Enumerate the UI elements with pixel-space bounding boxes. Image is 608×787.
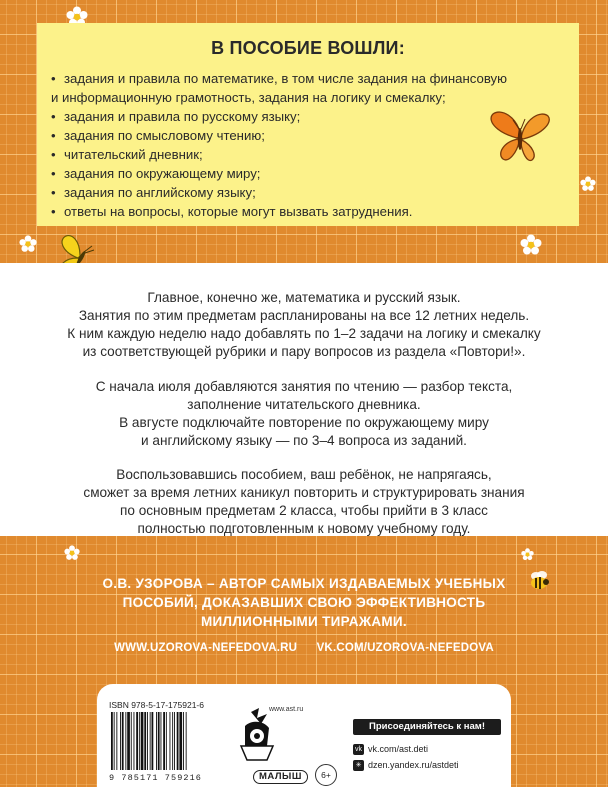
paragraph-line: заполнение читательского дневника. — [187, 397, 421, 412]
social-link-vk[interactable] — [353, 744, 428, 755]
paragraph-line: сможет за время летних каникул повторить и структурировать знания — [83, 485, 525, 500]
author-line: О.В. УЗОРОВА – АВТОР САМЫХ ИЗДАВАЕМЫХ УЧЕБНЫХ — [102, 576, 506, 591]
imprint-panel — [97, 684, 511, 787]
list-item — [51, 164, 551, 183]
paragraph-line: В августе подключайте повторение по окружающему миру — [119, 415, 489, 430]
contents-list — [51, 69, 551, 221]
flower-icon — [520, 234, 542, 256]
flower-icon — [521, 548, 534, 561]
paragraph-line: Воспользовавшись пособием, ваш ребёнок, не напрягаясь, — [116, 467, 492, 482]
list-item-text: • задания и правила по русскому языку; — [64, 109, 301, 124]
publisher-website: www.ast.ru — [269, 706, 304, 713]
paragraph-line: К ним каждую неделю надо добавлять по 1–2 задачи на логику и смекалку — [67, 326, 541, 341]
list-item-text: • задания по английскому языку; — [64, 185, 256, 200]
vk-link[interactable]: VK.COM/UZOROVA-NEFEDOVA — [316, 642, 494, 654]
list-item — [51, 107, 551, 126]
author-line: ПОСОБИЙ, ДОКАЗАВШИХ СВОЮ ЭФФЕКТИВНОСТЬ — [122, 595, 486, 610]
list-item-text: • задания по окружающему миру; — [64, 166, 261, 181]
list-item-text: • задания и правила по математике, в том числе задания на финансовую — [64, 71, 508, 86]
contents-title: В ПОСОБИЕ ВОШЛИ: — [211, 38, 405, 58]
barcode — [109, 712, 221, 772]
paragraph — [0, 378, 608, 450]
paragraph — [0, 289, 608, 361]
brand-logo: МАЛЫШ — [253, 770, 308, 784]
list-item — [51, 202, 551, 221]
social-link-zen[interactable] — [353, 760, 459, 771]
list-item-text: • ответы на вопросы, которые могут вызвать затруднения. — [64, 204, 413, 219]
flower-icon — [19, 235, 37, 253]
list-item-text: • читательский дневник; — [64, 147, 203, 162]
list-item — [51, 126, 551, 145]
paragraph-line: Занятия по этим предметам распланированы на все 12 летних недель. — [78, 308, 530, 323]
paragraph-line: С начала июля добавляются занятия по чтению — разбор текста, — [95, 379, 513, 394]
zen-icon: ✳ — [353, 760, 364, 771]
list-item — [51, 183, 551, 202]
list-item-text: • задания по смысловому чтению; — [64, 128, 265, 143]
paragraph-line: Главное, конечно же, математика и русский язык. — [147, 290, 461, 305]
paragraph-line: полностью подготовленным к новому учебному году. — [137, 521, 471, 536]
author-links — [0, 642, 608, 654]
join-us-banner: Присоединяйтесь к нам! — [353, 719, 501, 735]
list-item — [51, 145, 551, 164]
isbn: ISBN 978-5-17-175921-6 — [109, 700, 204, 710]
age-rating-badge: 6+ — [315, 764, 337, 786]
flower-icon — [64, 545, 80, 561]
author-line: МИЛЛИОННЫМИ ТИРАЖАМИ. — [201, 614, 407, 629]
paragraph-line: по основным предметам 2 класса, чтобы прийти в 3 класс — [120, 503, 488, 518]
list-item-text: и информационную грамотность, задания на логику и смекалку; — [51, 90, 446, 105]
social-link-text: dzen.yandex.ru/astdeti — [368, 760, 459, 770]
paragraph-line: и английскому языку — по 3–4 вопроса из заданий. — [141, 433, 467, 448]
barcode-digits: 9 785171 759216 — [109, 773, 203, 783]
vk-icon: vk — [355, 746, 362, 754]
social-link-text: vk.com/ast.deti — [368, 744, 429, 754]
list-item-continuation — [51, 88, 551, 107]
author-statement — [0, 574, 608, 631]
publisher-logo-icon — [237, 706, 277, 764]
paragraph-line: из соответствующей рубрики и пару вопросов из раздела «Повтори!». — [82, 344, 526, 359]
butterfly-icon — [487, 108, 553, 166]
flower-icon — [580, 176, 596, 192]
website-link[interactable]: WWW.UZOROVA-NEFEDOVA.RU — [114, 642, 298, 654]
list-item — [51, 69, 551, 88]
paragraph — [0, 466, 608, 538]
